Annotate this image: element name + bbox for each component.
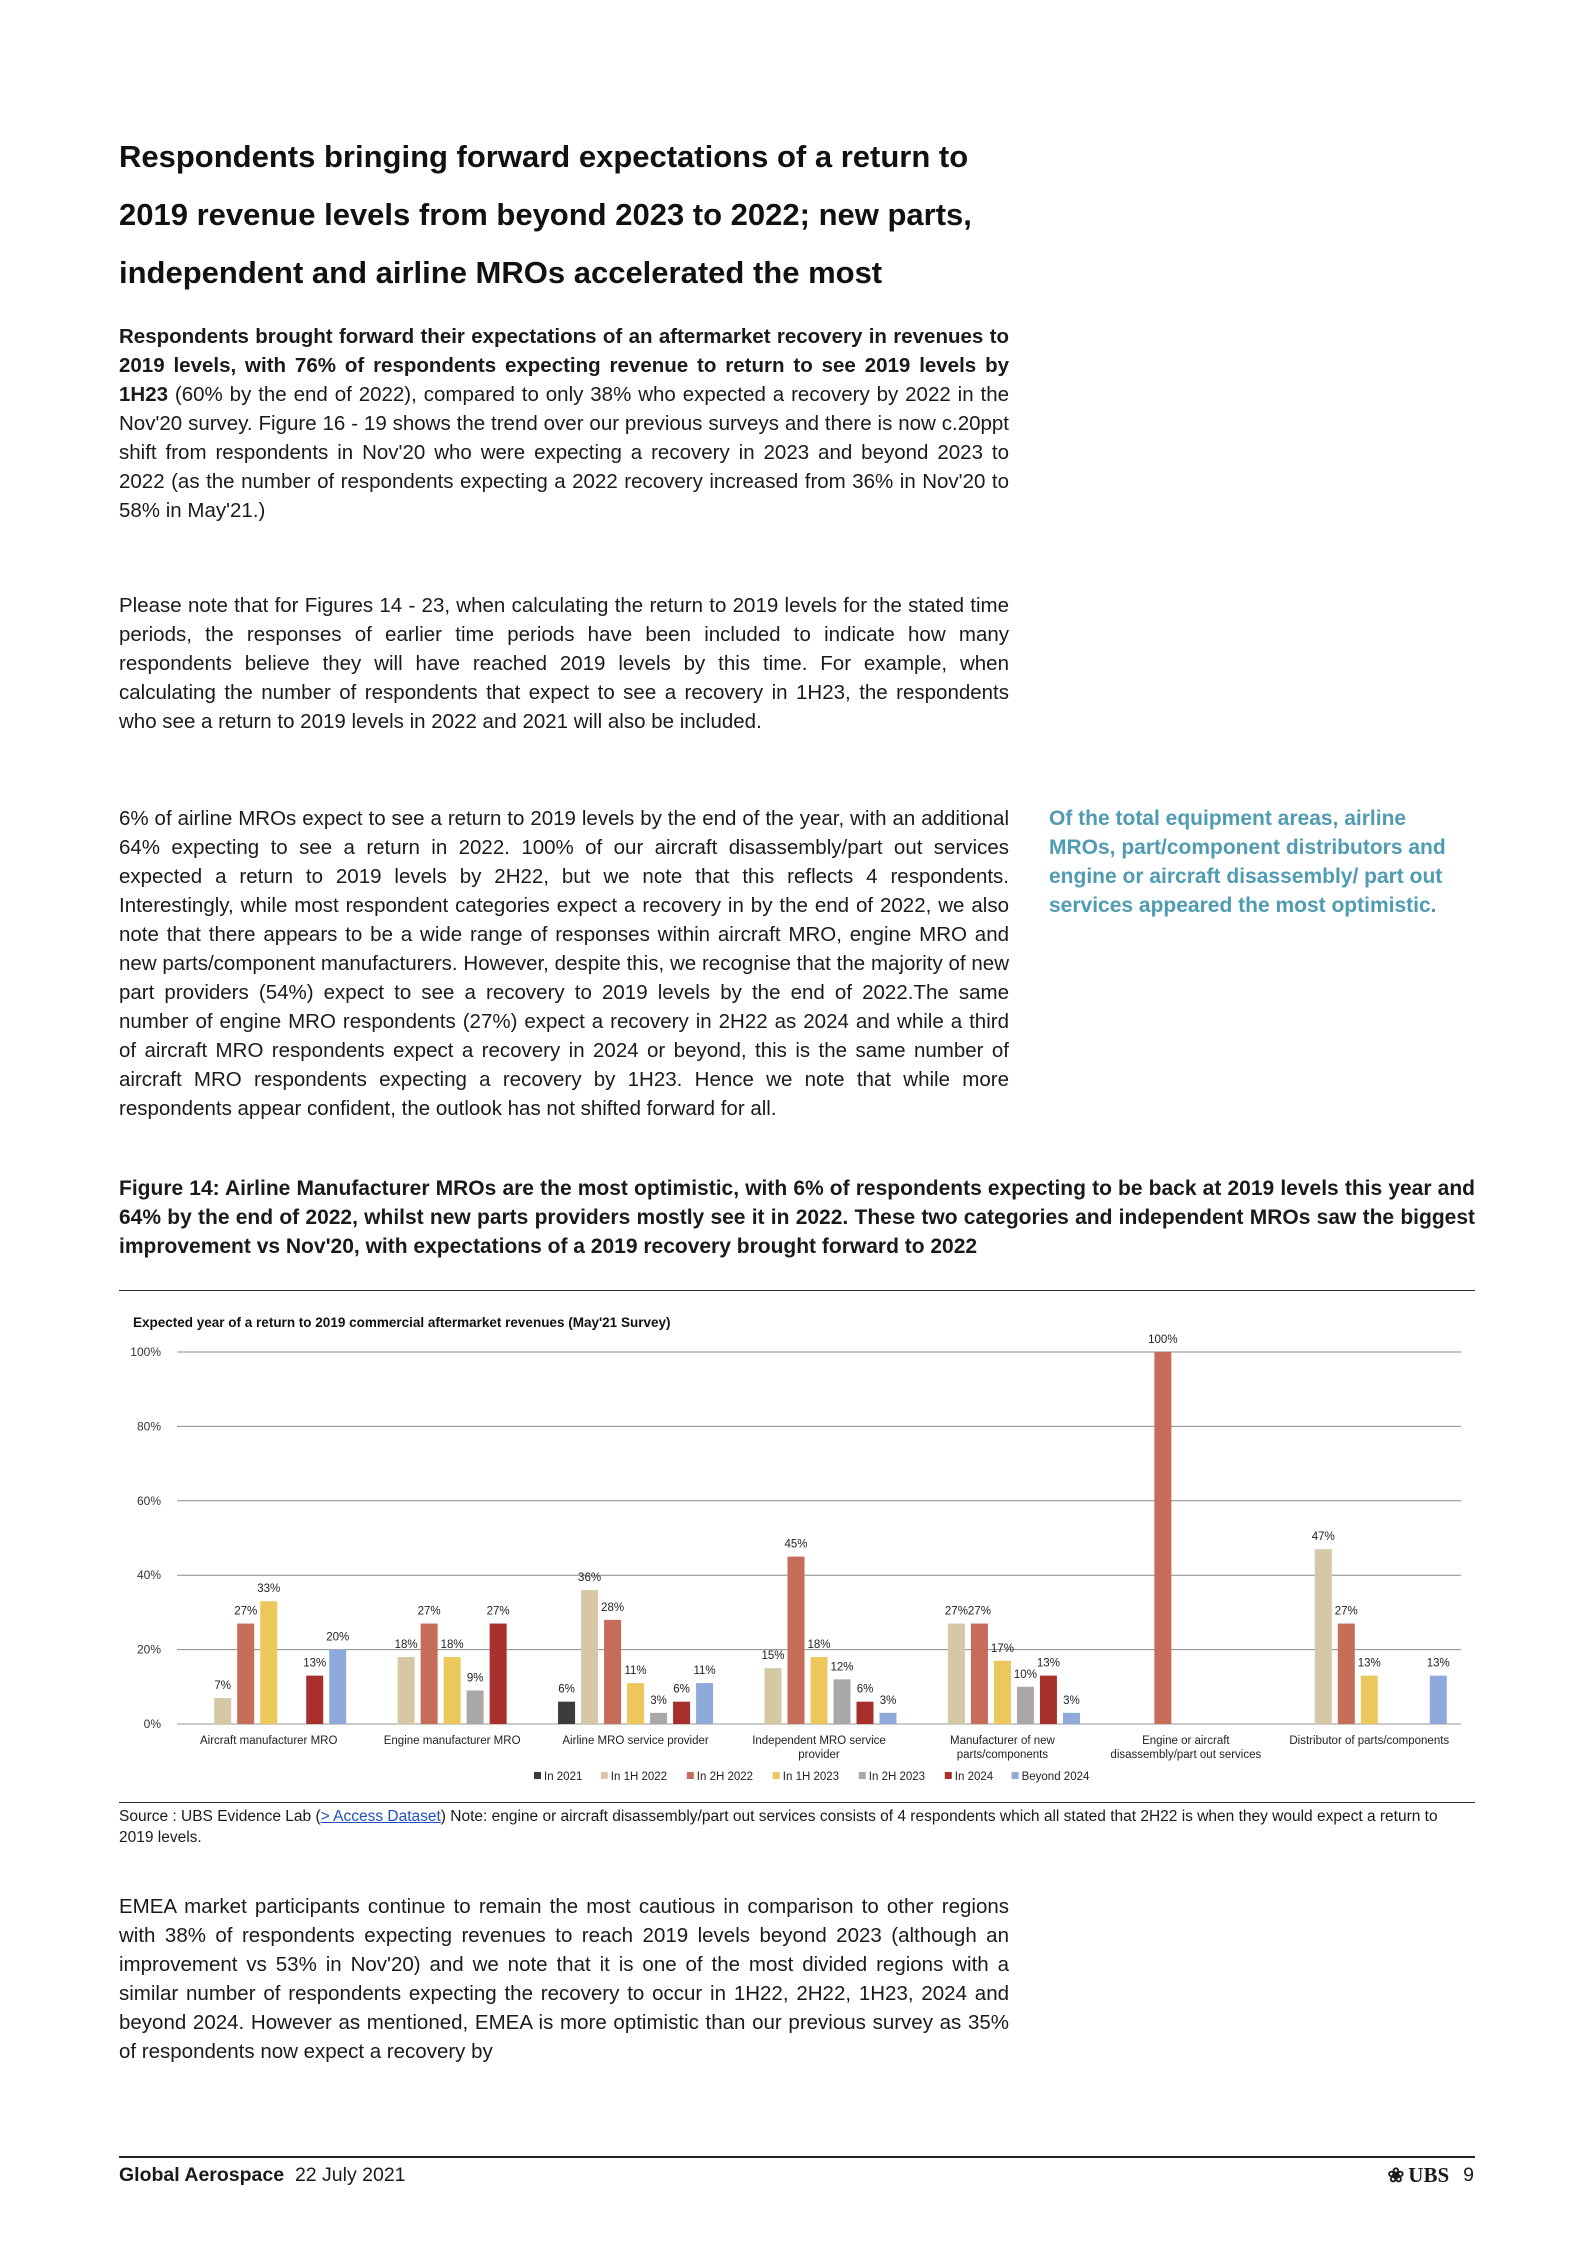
bar: [1063, 1713, 1080, 1724]
data-label: 27%: [1334, 1605, 1358, 1618]
data-label: 36%: [578, 1572, 602, 1585]
paragraph-emea: EMEA market participants continue to remain the most cautious in comparison to other regions with 38% of respondents expecting revenues to reach 2019 levels beyond 2023 (although an improvement vs 53% in Nov'20) and we note that it is one of the most divided regions with a similar number of respondents expecting the recovery to occur in 1H22, 2H22, 1H23, 2024 and beyond 2024. However as mentioned, EMEA is more optimistic than our previous survey as 35% of respondents now expect a recovery by: [119, 1895, 1009, 2063]
legend-label: In 2H 2023: [868, 1771, 926, 1783]
paragraph-airline-mros: 6% of airline MROs expect to see a return to 2019 levels by the end of the year, with an additional 64% expecting to see a return in 2022. 100% of our aircraft disassembly/part out services expected a return to 2019 levels by 2H22, but we note that this reflects 4 respondents. Interestingly, while most respondent categories expect a recovery in by the end of 2022, we also note that there appears to be a wide range of responses within aircraft MRO, engine MRO and new parts/component manufacturers. However, despite this, we recognise that the majority of new part providers (54%) expect to see a recovery to 2019 levels by the end of 2022.The same number of engine MRO respondents (27%) expect a recovery in 2H22 as 2024 and while a third of aircraft MRO respondents expect a recovery in 2024 or beyond, this is the same number of aircraft MRO respondents expecting a recovery by 1H23. Hence we note that while more respondents appear confident, the outlook has not shifted forward for all.: [119, 807, 1009, 1120]
data-label: 12%: [830, 1661, 854, 1674]
x-category-label: Manufacturer of new: [950, 1735, 1055, 1747]
y-tick-label: 80%: [136, 1419, 161, 1434]
legend-swatch: [945, 1772, 952, 1779]
paragraph-intro: [119, 322, 1009, 525]
x-category-label: Independent MRO service: [752, 1735, 886, 1747]
data-label: 27%: [967, 1605, 991, 1618]
bar: [1338, 1624, 1355, 1724]
bar: [490, 1624, 507, 1724]
data-label: 47%: [1311, 1531, 1335, 1544]
source-note: [119, 1806, 1475, 1848]
data-label: 7%: [214, 1679, 232, 1692]
bar: [1154, 1352, 1171, 1724]
bar: [811, 1657, 828, 1724]
legend-label: In 1H 2022: [610, 1771, 668, 1783]
bar: [765, 1668, 782, 1724]
paragraph-methodology: Please note that for Figures 14 - 23, when calculating the return to 2019 levels for the stated time periods, the responses of earlier time periods have been included to indicate how many respondents believe they will have reached 2019 levels by this time. For example, when calculating the number of respondents that expect to see a recovery in 1H23, the respondents who see a return to 2019 levels in 2022 and 2021 will also be included.: [119, 594, 1009, 733]
bar: [214, 1698, 231, 1724]
data-label: 20%: [326, 1631, 350, 1644]
footer-date: 22 July 2021: [294, 2164, 406, 2186]
bar: [788, 1557, 805, 1724]
data-label: 13%: [1426, 1657, 1450, 1670]
data-label: 13%: [1036, 1657, 1060, 1670]
access-dataset-link[interactable]: > Access Dataset: [320, 1808, 441, 1825]
figure-divider-top: [119, 1290, 1475, 1291]
chart-title: Expected year of a return to 2019 commercial aftermarket revenues (May'21 Survey): [133, 1315, 671, 1330]
chart-container: [119, 1292, 1475, 1800]
x-category-label: provider: [798, 1749, 840, 1761]
bar: [1017, 1687, 1034, 1724]
data-label: 6%: [558, 1683, 575, 1696]
bar: [627, 1683, 644, 1724]
legend-swatch: [534, 1772, 541, 1779]
data-label: 27%: [417, 1605, 441, 1618]
bar: [650, 1713, 667, 1724]
data-label: 18%: [807, 1639, 831, 1652]
data-label: 13%: [1357, 1657, 1381, 1670]
footer-left: [119, 2164, 406, 2187]
footer-right: [1388, 2163, 1474, 2188]
y-tick-label: 60%: [136, 1493, 161, 1508]
bar: [558, 1702, 575, 1724]
bar: [329, 1650, 346, 1724]
x-category-label: Airline MRO service provider: [562, 1735, 709, 1747]
y-tick-label: 40%: [136, 1568, 161, 1583]
footer-publication: Global Aerospace: [119, 2164, 285, 2186]
data-label: 6%: [856, 1683, 874, 1696]
x-category-label: disassembly/part out services: [1110, 1749, 1262, 1761]
legend-label: In 2024: [954, 1771, 994, 1783]
bar: [604, 1620, 621, 1724]
ubs-logo: [1388, 2163, 1450, 2188]
bar: [467, 1691, 484, 1724]
page-number: 9: [1463, 2164, 1474, 2186]
bar: [673, 1702, 690, 1724]
bar: [444, 1657, 461, 1724]
y-tick-label: 0%: [143, 1717, 161, 1731]
paragraph-intro-rest: (60% by the end of 2022), compared to only 38% who expected a recovery by 2022 in the Nov'20 survey. Figure 16 - 19 shows the trend over our previous surveys and there is now c.20ppt shift from respondents in Nov'20 who were expecting a recovery in 2023 and beyond 2023 to 2022 (as the number of respondents expecting a 2022 recovery increased from 36% in Nov'20 to 58% in May'21.): [119, 383, 1009, 522]
legend-label: In 1H 2023: [782, 1771, 840, 1783]
bar: [696, 1683, 713, 1724]
bar: [1361, 1676, 1378, 1724]
figure-caption: Figure 14: Airline Manufacturer MROs are the most optimistic, with 6% of respondents expecting to be back at 2019 levels this year and 64% by the end of 2022, whilst new parts providers mostly see it in 2022. These two categories and independent MROs saw the biggest improvement vs Nov'20, with expectations of a 2019 recovery brought forward to 2022: [119, 1177, 1475, 1258]
legend-label: In 2H 2022: [696, 1771, 754, 1783]
data-label: 27%: [234, 1605, 258, 1618]
x-category-label: Engine manufacturer MRO: [383, 1735, 521, 1747]
data-label: 100%: [1148, 1334, 1178, 1346]
y-tick-label: 20%: [136, 1642, 161, 1657]
data-label: 18%: [440, 1639, 464, 1652]
source-prefix: Source : UBS Evidence Lab (: [119, 1808, 321, 1825]
bar: [857, 1702, 874, 1724]
sidenote: Of the total equipment areas, airline MROs, part/component distributors and engine or aircraft disassembly/ part out services appeared the most optimistic.: [1049, 807, 1446, 917]
paragraph-intro-bold: Respondents brought forward their expectations of an aftermarket recovery in revenues to 2019 levels, with 76% of respondents expecting revenue to return to see 2019 levels by 1H23: [119, 325, 1009, 406]
figure-divider-bottom: [119, 1802, 1475, 1803]
x-category-label: Aircraft manufacturer MRO: [200, 1735, 338, 1747]
bar: [1315, 1549, 1332, 1724]
ubs-keys-icon: ❀: [1387, 2164, 1405, 2187]
data-label: 6%: [673, 1683, 690, 1696]
legend-swatch: [1012, 1772, 1019, 1779]
legend-label: Beyond 2024: [1021, 1771, 1090, 1783]
bar: [581, 1590, 598, 1724]
bar: [948, 1624, 965, 1724]
bar: [1040, 1676, 1057, 1724]
data-label: 10%: [1013, 1668, 1037, 1681]
bar: [306, 1676, 323, 1724]
bar: [880, 1713, 897, 1724]
data-label: 11%: [693, 1665, 716, 1678]
data-label: 27%: [486, 1605, 510, 1618]
data-label: 3%: [879, 1694, 897, 1707]
data-label: 28%: [601, 1601, 625, 1614]
bar-chart: [119, 1292, 1475, 1800]
bar: [971, 1624, 988, 1724]
bar: [994, 1661, 1011, 1724]
data-label: 13%: [303, 1657, 327, 1670]
bar: [421, 1624, 438, 1724]
footer-divider: [119, 2156, 1475, 2158]
y-tick-label: 100%: [130, 1345, 161, 1359]
data-label: 33%: [257, 1583, 281, 1596]
section-heading: Respondents bringing forward expectations of a return to 2019 revenue levels from beyond 2023 to 2022; new parts, independent and airline MROs accelerated the most: [119, 139, 972, 290]
bar: [260, 1601, 277, 1724]
bar: [398, 1657, 415, 1724]
legend-swatch: [859, 1772, 866, 1779]
data-label: 18%: [394, 1639, 418, 1652]
legend-swatch: [773, 1772, 780, 1779]
bar: [237, 1624, 254, 1724]
bar: [834, 1679, 851, 1724]
source-suffix: ) Note: engine or aircraft disassembly/part out services consists of 4 respondents which all stated that 2H22 is when they would expect a return to 2019 levels.: [119, 1808, 1438, 1846]
data-label: 3%: [650, 1694, 667, 1707]
x-category-label: Distributor of parts/components: [1289, 1735, 1450, 1747]
legend-label: In 2021: [544, 1771, 583, 1783]
data-label: 15%: [761, 1650, 785, 1663]
data-label: 3%: [1063, 1694, 1080, 1707]
data-label: 27%: [944, 1605, 968, 1618]
ubs-brand: UBS: [1408, 2163, 1450, 2187]
data-label: 45%: [784, 1538, 808, 1551]
data-label: 11%: [624, 1665, 647, 1678]
data-label: 9%: [466, 1672, 484, 1685]
legend-swatch: [601, 1772, 608, 1779]
x-category-label: parts/components: [956, 1749, 1049, 1761]
x-category-label: Engine or aircraft: [1142, 1735, 1230, 1747]
bar: [1430, 1676, 1447, 1724]
data-label: 17%: [990, 1642, 1014, 1655]
legend-swatch: [687, 1772, 694, 1779]
